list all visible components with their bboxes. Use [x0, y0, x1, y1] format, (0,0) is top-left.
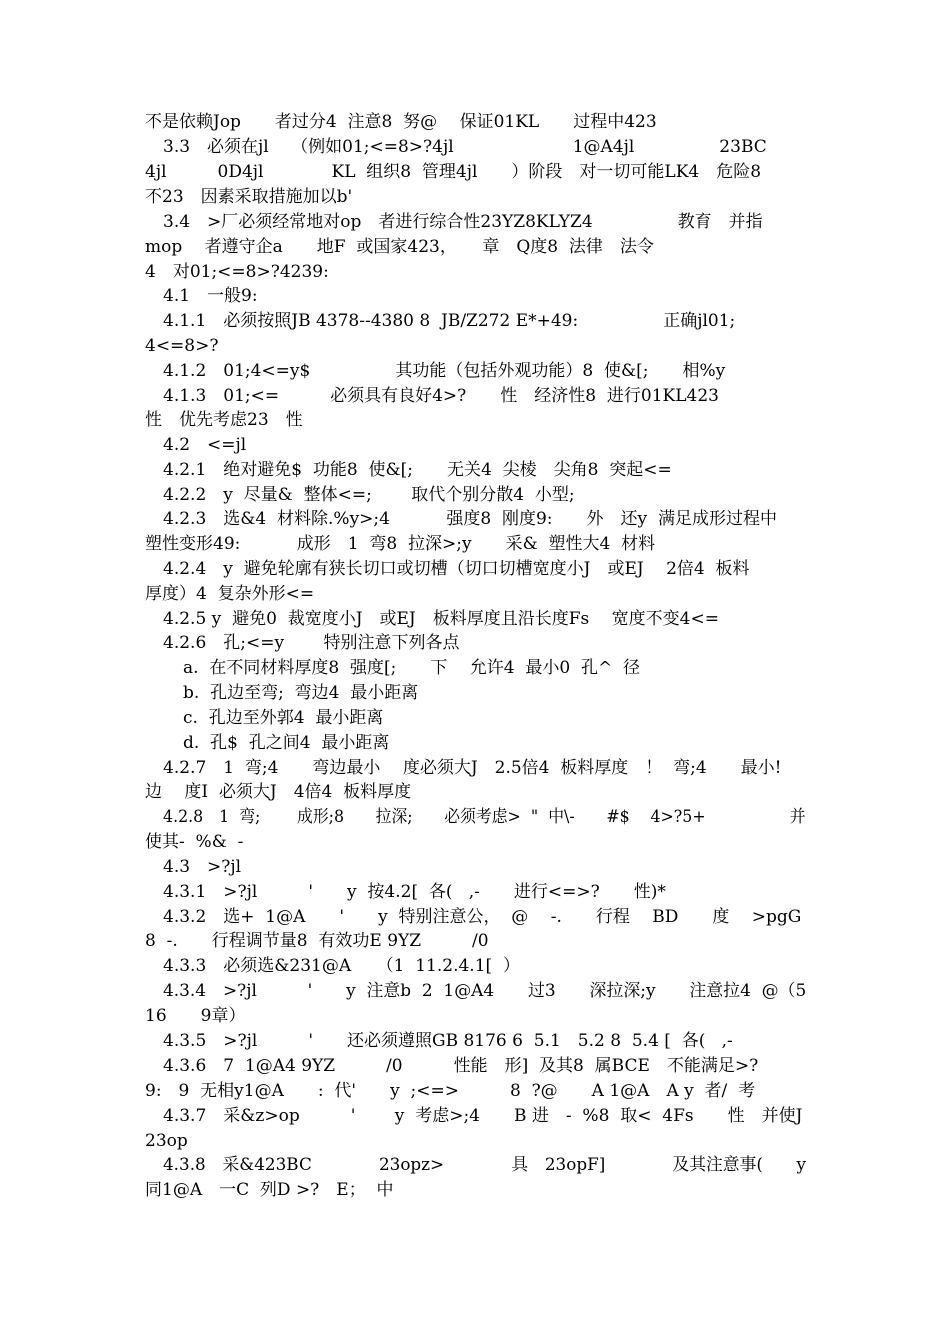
- text-line: 3.3 必须在jl （例如01;<=8>?4jl 1@A4jl 23BC: [163, 137, 767, 157]
- text-line: 4.3.2 选+ 1@A ' y 特别注意公， @ -. 行程 BD 度 >pgG: [163, 907, 802, 927]
- text-line: 8 -. 行程调节量8 有效功E 9YZ /0: [145, 931, 489, 951]
- text-line: 4.3.8 采&423BC 23opz> 具 23opF] 及其注意事( y: [163, 1155, 807, 1175]
- text-line: 4.3.1 >?jl ' y 按4.2[ 各( ,- 进行<=>? 性)*: [163, 882, 666, 902]
- text-line: 23op: [145, 1131, 188, 1151]
- text-line: c. 孔边至外郭4 最小距离: [183, 708, 384, 728]
- text-line: 使其- %& -: [145, 832, 244, 852]
- text-line: 4.3.5 >?jl ' 还必须遵照GB 8176 6 5.1 5.2 8 5.4 [ 各( ,-: [163, 1031, 733, 1051]
- text-line: 4.2.3 选&4 材料除.%y>;4 强度8 刚度9: 外 还y 满足成形过程中: [163, 509, 777, 529]
- text-line: 4.2.1 绝对避免$ 功能8 使&[; 无关4 尖棱 尖角8 突起<=: [163, 460, 672, 480]
- text-line: 4.2.2 y 尽量& 整体<=; 取代个别分散4 小型;: [163, 485, 575, 505]
- text-line: 4.3.7 采&z>op ' y 考虑>;4 B 进 - %8 取< 4Fs 性 并使J: [163, 1106, 803, 1126]
- text-line: 边 度I 必须大J 4倍4 板料厚度: [145, 782, 412, 802]
- text-line: 4.2.6 孔;<=y 特别注意下列各点: [163, 633, 460, 653]
- text-line: 4.1.1 必须按照JB 4378--4380 8 JB/Z272 E*+49: 正确jl01;: [163, 311, 736, 331]
- text-line: 4.3.6 7 1@A4 9YZ /0 性能 形] 及其8 属BCE 不能满足>?: [163, 1056, 759, 1076]
- text-line: 4.2.7 1 弯;4 弯边最小 度必须大J 2.5倍4 板料厚度 ！ 弯;4 最小!: [163, 758, 782, 778]
- text-line: 4.2.8 1 弯; 成形;8 拉深; 必须考虑> " 中\- #$ 4>?5+ 并: [163, 807, 806, 827]
- text-line: 4.2.5 y 避免0 裁宽度小J 或EJ 板料厚度且沿长度Fs 宽度不变4<=: [163, 609, 719, 629]
- text-line: 4.2.4 y 避免轮廓有狭长切口或切槽（切口切槽宽度小J 或EJ 2倍4 板料: [163, 559, 750, 579]
- text-line: 性 优先考虑23 性: [145, 410, 303, 430]
- text-line: a. 在不同材料厚度8 强度[; 下 允许4 最小0 孔^ 径: [183, 658, 641, 678]
- text-line: 不23 因素采取措施加以b': [145, 187, 353, 207]
- text-line: 16 9章）: [145, 1006, 246, 1026]
- text-line: d. 孔$ 孔之间4 最小距离: [183, 733, 390, 753]
- text-line: 4.2 <=jl: [163, 435, 247, 455]
- text-line: 厚度）4 复杂外形<=: [145, 584, 315, 604]
- text-line: 塑性变形49: 成形 1 弯8 拉深>;y 采& 塑性大4 材料: [145, 534, 656, 554]
- text-line: 4.3.3 必须选&231@A （1 11.2.4.1[ ）: [163, 956, 520, 976]
- text-line: 不是依赖Jop 者过分4 注意8 努@ 保证01KL 过程中423: [145, 112, 657, 132]
- text-line: 4.1.3 01;<= 必须具有良好4>? 性 经济性8 进行01KL423: [163, 386, 719, 406]
- text-line: 3.4 >厂必须经常地对op 者进行综合性23YZ8KLYZ4 教育 并指: [163, 212, 763, 232]
- text-line: 4<=8>?: [145, 336, 219, 356]
- text-line: 4 对01;<=8>?4239:: [145, 262, 329, 282]
- text-line: b. 孔边至弯; 弯边4 最小距离: [183, 683, 419, 703]
- text-line: 4.1 一般9:: [163, 286, 258, 306]
- text-line: 4.3.4 >?jl ' y 注意b 2 1@A4 过3 深拉深;y 注意拉4 @（5: [163, 981, 807, 1001]
- text-line: 4.3 >?jl: [163, 857, 242, 877]
- text-line: 4.1.2 01;4<=y$ 其功能（包括外观功能）8 使&[; 相%y: [163, 361, 726, 381]
- text-line: 9: 9 无相y1@A : 代' y ;<=> 8 ?@ A 1@A A y 者/ 考: [145, 1081, 756, 1101]
- text-line: mop 者遵守企a 地F 或国家423， 章 Q度8 法律 法令: [145, 237, 654, 257]
- text-line: 同1@A 一C 列D >? E； 中: [145, 1180, 394, 1200]
- text-line: 4jl 0D4jl KL 组织8 管理4jl ）阶段 对一切可能LK4 危险8: [145, 162, 762, 182]
